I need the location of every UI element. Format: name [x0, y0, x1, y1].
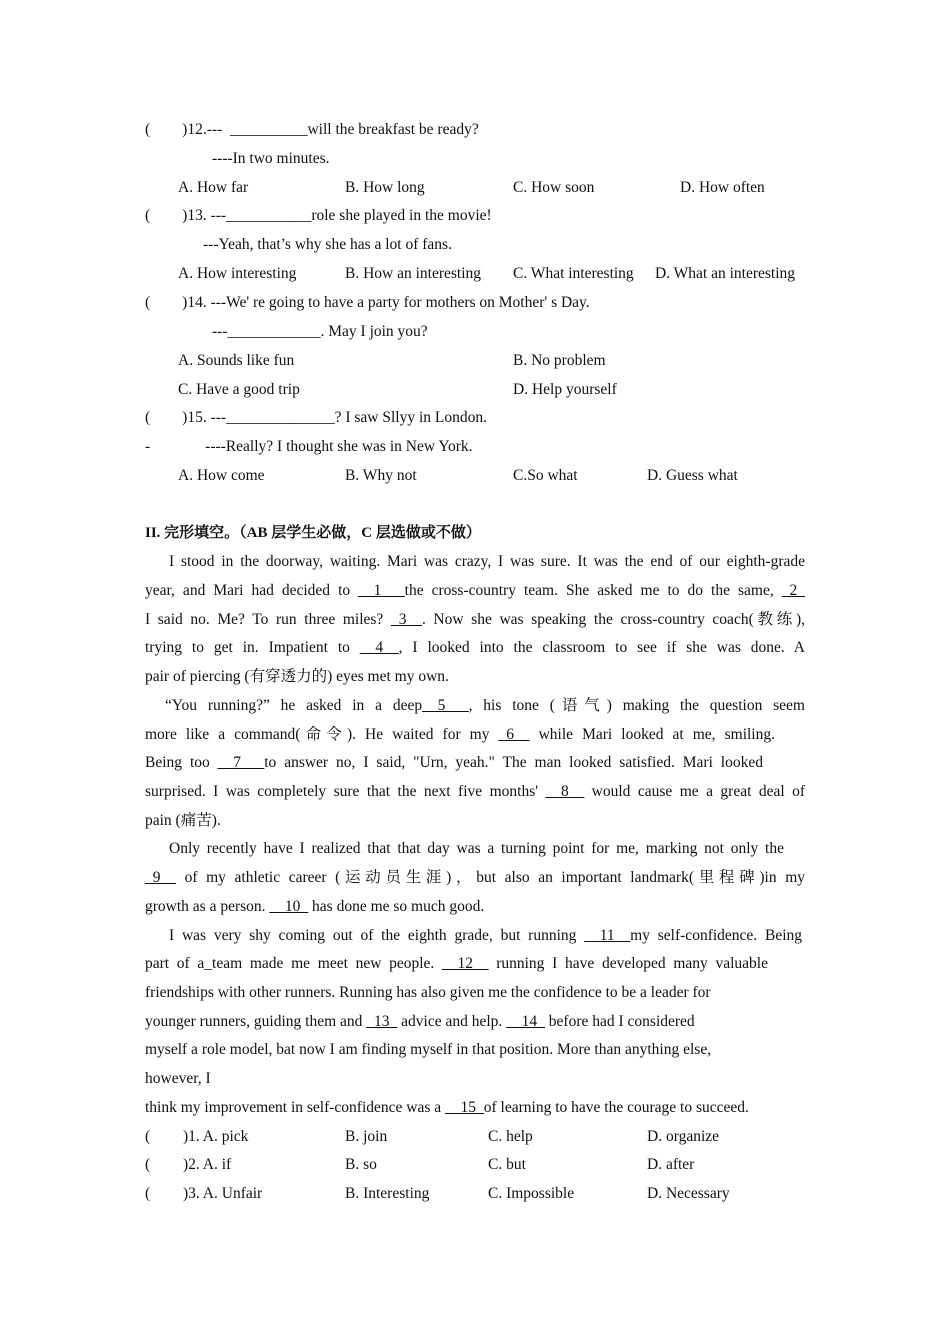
passage-line: “You running?” he asked in a deep__5___, his tone (语气) making the question seem: [165, 697, 805, 714]
answer-line: [145, 437, 473, 457]
passage-line: younger runners, guiding them and _13_ advice and help. __14_ before had I considered: [145, 1013, 695, 1030]
answer-paren-open: (: [145, 207, 151, 224]
option-d: D. What an interesting: [655, 265, 796, 282]
passage-line: I said no. Me? To run three miles? _3__. Now she was speaking the cross-country coach(教练),: [145, 611, 805, 628]
cloze-blank-11: __11__: [584, 927, 631, 944]
passage-line: I was very shy coming out of the eighth grade, but running __11__my self-confidence. Being: [169, 927, 802, 944]
option-a: A. Sounds like fun: [178, 352, 295, 369]
cloze-blank-9: _9__: [145, 869, 176, 886]
question-12: [145, 120, 479, 140]
passage-line: trying to get in. Impatient to __4__, I looked into the classroom to see if she was done. A: [145, 639, 806, 656]
passage-line: however, I: [145, 1070, 211, 1087]
question-text: will the breakfast be ready?: [307, 121, 479, 138]
passage-line: pain (痛苦).: [145, 812, 221, 829]
cloze-option-row-3: ( )3. A. Unfair B. Interesting C. Impossible D. Necessary: [145, 1185, 730, 1202]
question-text: )14. ---We' re going to have a party for mothers on Mother' s Day.: [182, 294, 590, 311]
question-text: role she played in the movie!: [311, 207, 492, 224]
option-d: D. Help yourself: [513, 381, 617, 398]
cloze-blank-1: __1___: [358, 582, 405, 599]
answer-line: [212, 322, 428, 342]
passage-line: year, and Mari had decided to __1___the cross-country team. She asked me to do the same, _2_: [145, 582, 805, 599]
question-15: [145, 408, 487, 428]
option-d: D. Guess what: [647, 467, 738, 484]
cloze-blank-7: __7___: [217, 754, 265, 771]
question-13: [145, 206, 492, 226]
answer-text: ----Really? I thought she was in New York.: [205, 438, 473, 455]
option-b: B. How an interesting: [345, 265, 482, 282]
cloze-blank-15: __15_: [445, 1099, 484, 1116]
option-b: B. Why not: [345, 467, 417, 484]
passage-line: think my improvement in self-confidence was a __15_of learning to have the courage to succeed.: [145, 1099, 749, 1116]
passage-line: friendships with other runners. Running has also given me the confidence to be a leader for: [145, 984, 711, 1001]
cloze-blank-14: __14_: [506, 1013, 545, 1030]
question-text: ? I saw Sllyy in London.: [334, 409, 487, 426]
cloze-blank-13: _13_: [366, 1013, 398, 1030]
answer-dash: ---: [212, 323, 228, 340]
cloze-blank-2: _2_: [781, 582, 805, 599]
passage-line: pair of piercing (有穿透力的) eyes met my own.: [145, 668, 449, 685]
answer-blank: ____________: [227, 323, 321, 340]
cloze-blank-6: _6__: [498, 726, 530, 743]
question-14: [145, 293, 590, 313]
option-a: A. How far: [178, 179, 249, 196]
passage-line: growth as a person. __10_ has done me so much good.: [145, 898, 485, 915]
question-number: )13. ---: [182, 207, 227, 224]
option-c: C. Have a good trip: [178, 381, 300, 398]
option-a: A. How come: [178, 467, 265, 484]
option-a: A. How interesting: [178, 265, 297, 282]
passage-line: more like a command(命令). He waited for my _6__ while Mari looked at me, smiling.: [145, 726, 775, 743]
answer-blank: __________: [229, 121, 308, 138]
passage-line: Only recently have I realized that that day was a turning point for me, marking not only the: [169, 840, 784, 857]
passage-line: Being too __7___to answer no, I said, "Urn, yeah." The man looked satisfied. Mari looked: [145, 754, 763, 771]
answer-paren-open: (: [145, 294, 151, 311]
passage-line: part of a_team made me meet new people. __12__ running I have developed many valuable: [145, 955, 768, 972]
option-c: C. What interesting: [513, 265, 634, 282]
passage-line: surprised. I was completely sure that the next five months' __8__ would cause me a great deal of: [145, 783, 805, 800]
cloze-option-row-1: ( )1. A. pick B. join C. help D. organize: [145, 1128, 720, 1145]
question-number: )15. ---: [182, 409, 227, 426]
answer-paren-open: (: [145, 121, 151, 138]
passage-line: _9__ of my athletic career (运动员生涯)，but also an important landmark(里程碑)in my: [145, 869, 805, 886]
option-b: B. No problem: [513, 352, 606, 369]
option-c: C.So what: [513, 467, 578, 484]
question-number: )12.---: [182, 121, 223, 138]
answer-text: . May I join you?: [320, 323, 428, 340]
cloze-blank-4: __4__: [359, 639, 399, 656]
cloze-blank-12: __12__: [442, 955, 489, 972]
passage-line: myself a role model, bat now I am finding myself in that position. More than anything else,: [145, 1041, 712, 1058]
answer-line: ----In two minutes.: [212, 150, 330, 167]
cloze-blank-5: __5___: [422, 697, 469, 714]
answer-paren-open: (: [145, 409, 151, 426]
option-c: C. How soon: [513, 179, 595, 196]
passage-line: I stood in the doorway, waiting. Mari was crazy, I was sure. It was the end of our eighth-grade: [169, 553, 805, 570]
answer-blank: ___________: [226, 207, 312, 224]
cloze-blank-8: __8__: [545, 783, 585, 800]
cloze-blank-3: _3__: [390, 611, 422, 628]
answer-blank: ______________: [226, 409, 335, 426]
cloze-blank-10: __10_: [269, 898, 309, 915]
option-d: D. How often: [680, 179, 765, 196]
stray-dash: -: [145, 438, 151, 455]
answer-line: ---Yeah, that’s why she has a lot of fans.: [203, 236, 452, 253]
cloze-option-row-2: ( )2. A. if B. so C. but D. after: [145, 1156, 695, 1173]
section-heading: II. 完形填空。（AB 层学生必做，C 层选做或不做）: [145, 525, 481, 541]
option-b: B. How long: [345, 179, 425, 196]
